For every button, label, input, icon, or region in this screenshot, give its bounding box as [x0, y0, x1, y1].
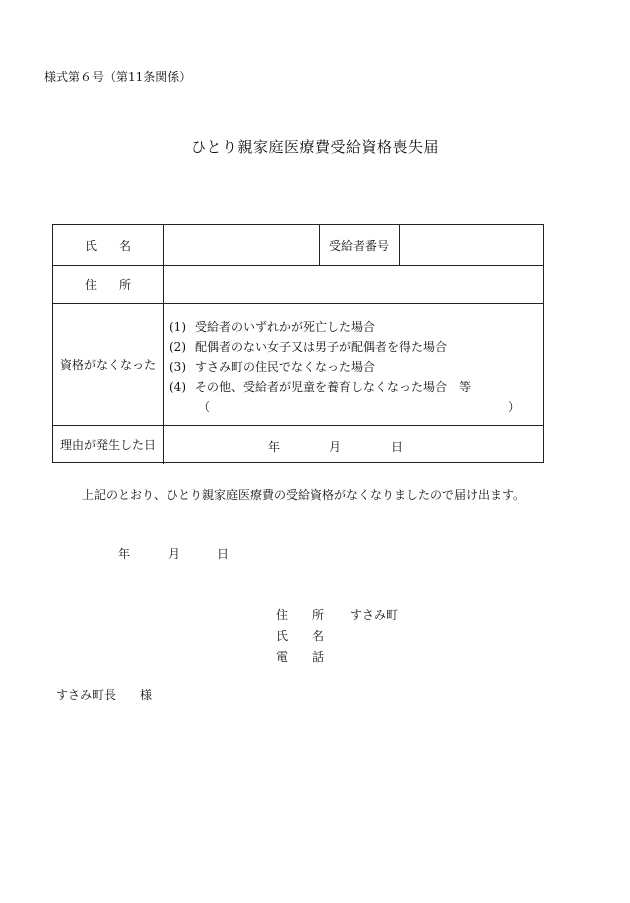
reason-item: (4) その他、受給者が児童を養育しなくなった場合 等: [169, 380, 472, 394]
submission-date-year: 年: [118, 547, 131, 561]
name-label: 氏 名: [84, 238, 132, 253]
declaration-statement: 上記のとおり、ひとり親家庭医療費の受給資格がなくなりましたので届け出ます。: [82, 488, 526, 502]
recipient-number-label: 受給者番号: [328, 238, 389, 253]
addressee: すさみ町長 様: [56, 688, 153, 702]
reason-item: (2) 配偶者のない女子又は男子が配偶者を得た場合: [169, 340, 448, 354]
reason-date-month: 月: [329, 440, 342, 454]
applicant-address: 住 所 すさみ町: [276, 608, 399, 622]
applicant-address-value: すさみ町: [350, 608, 399, 622]
form-table: [52, 224, 544, 463]
recipient-number-field[interactable]: [400, 226, 543, 264]
reason-date-year: 年: [268, 440, 281, 454]
name-field[interactable]: [164, 226, 318, 264]
reason-date-label: 理由が発生した日: [59, 438, 156, 452]
reason-item: (1) 受給者のいずれかが死亡した場合: [169, 320, 376, 334]
applicant-name: 氏 名: [276, 629, 325, 643]
other-close-paren: ）: [508, 400, 521, 414]
document-title: ひとり親家庭医療費受給資格喪失届: [190, 138, 439, 156]
reason-date-day: 日: [391, 440, 404, 454]
submission-date-day: 日: [217, 547, 230, 561]
form-number: 様式第６号（第11条関係）: [44, 70, 192, 84]
disqualification-label: 資格がなくなった: [59, 357, 156, 372]
other-open-paren: （: [198, 400, 211, 414]
reason-item: (3) すさみ町の住民でなくなった場合: [169, 360, 376, 374]
address-field[interactable]: [164, 266, 543, 302]
address-label: 住 所: [84, 277, 132, 292]
submission-date-month: 月: [168, 547, 181, 561]
applicant-phone: 電 話: [276, 650, 325, 664]
reason-date-field[interactable]: [164, 426, 543, 463]
other-reason-field[interactable]: [213, 397, 503, 415]
